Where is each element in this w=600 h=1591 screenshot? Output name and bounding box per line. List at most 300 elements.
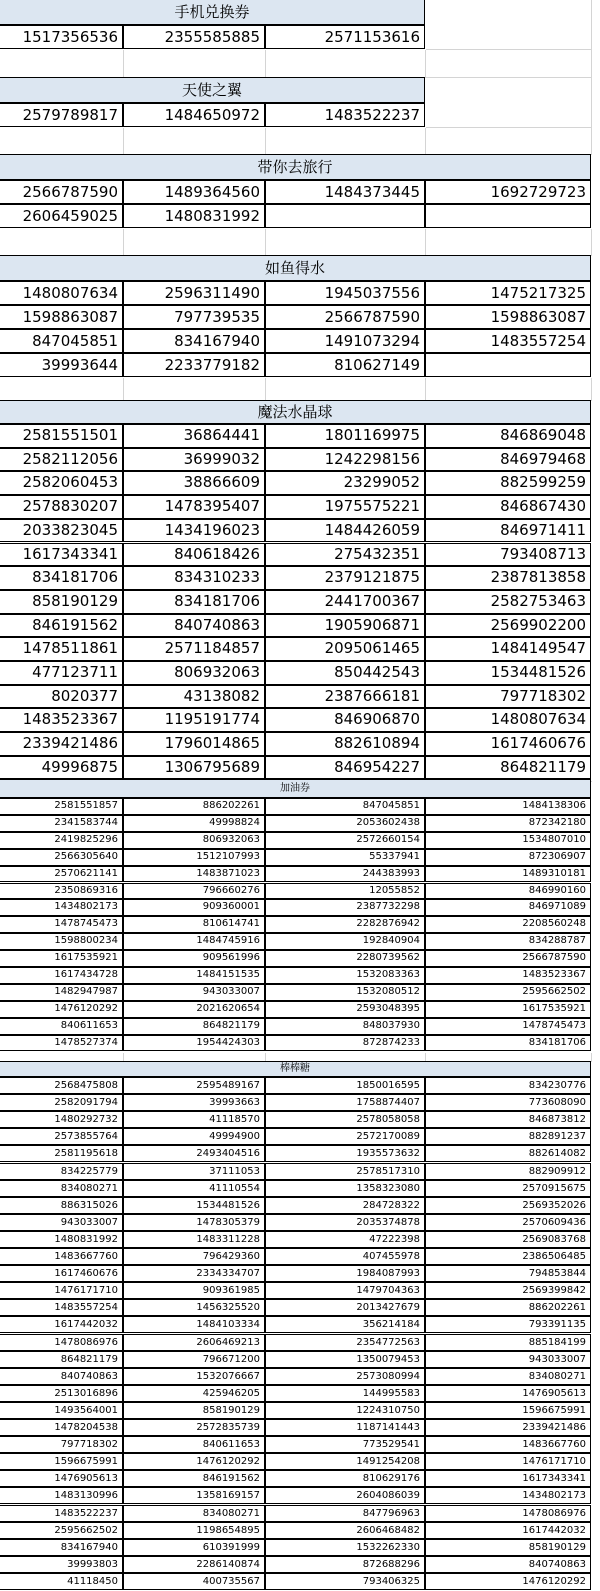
table-cell[interactable]: 1478745473 <box>425 1018 591 1035</box>
table-cell[interactable]: 1532262330 <box>265 1539 425 1556</box>
table-cell[interactable]: 2387666181 <box>265 685 425 709</box>
table-cell[interactable]: 2354772563 <box>265 1334 425 1351</box>
table-cell[interactable]: 1475217325 <box>425 281 591 305</box>
table-cell[interactable]: 1512107993 <box>123 849 265 866</box>
table-cell[interactable]: 885184199 <box>425 1334 591 1351</box>
table-cell[interactable]: 1491254208 <box>265 1453 425 1470</box>
table-cell[interactable]: 909561996 <box>123 950 265 967</box>
table-cell[interactable]: 846979468 <box>425 448 591 472</box>
table-cell[interactable]: 1483871023 <box>123 866 265 883</box>
table-cell[interactable]: 834181706 <box>0 566 123 590</box>
table-cell[interactable]: 793408713 <box>425 543 591 567</box>
empty-cell[interactable] <box>0 50 124 78</box>
table-cell[interactable]: 1483311228 <box>123 1231 265 1248</box>
table-cell[interactable]: 1476171710 <box>425 1453 591 1470</box>
table-cell[interactable]: 840618426 <box>123 543 265 567</box>
table-cell[interactable]: 846191562 <box>123 1470 265 1487</box>
table-cell[interactable]: 47222398 <box>265 1231 425 1248</box>
table-cell[interactable]: 834310233 <box>123 566 265 590</box>
table-cell[interactable]: 2606468482 <box>265 1522 425 1539</box>
table-cell[interactable]: 864821179 <box>0 1351 123 1368</box>
table-cell[interactable]: 36864441 <box>123 424 265 448</box>
empty-cell[interactable] <box>426 50 592 78</box>
table-cell[interactable]: 1480292732 <box>0 1111 123 1128</box>
table-cell[interactable]: 834167940 <box>123 329 265 353</box>
table-cell[interactable]: 41118570 <box>123 1111 265 1128</box>
table-cell[interactable]: 610391999 <box>123 1539 265 1556</box>
table-cell[interactable]: 1483667760 <box>425 1436 591 1453</box>
section-title[interactable]: 如鱼得水 <box>0 255 591 281</box>
table-cell[interactable]: 2350869316 <box>0 883 123 900</box>
table-cell[interactable]: 12055852 <box>265 883 425 900</box>
table-cell[interactable]: 2387813858 <box>425 566 591 590</box>
table-cell[interactable]: 864821179 <box>425 756 591 780</box>
empty-cell[interactable] <box>426 229 592 256</box>
table-cell[interactable]: 39993803 <box>0 1556 123 1573</box>
table-cell[interactable]: 2595662502 <box>425 984 591 1001</box>
table-cell[interactable]: 2339421486 <box>0 732 123 756</box>
table-cell[interactable]: 840740863 <box>123 614 265 638</box>
table-row <box>0 1369 600 1386</box>
table-cell[interactable]: 2568475808 <box>0 1077 123 1094</box>
table-cell[interactable]: 810629176 <box>265 1470 425 1487</box>
table-cell[interactable]: 882909912 <box>425 1163 591 1180</box>
table-cell[interactable]: 846869048 <box>425 424 591 448</box>
table-cell[interactable]: 2339421486 <box>425 1419 591 1436</box>
table-cell[interactable]: 1478511861 <box>0 637 123 661</box>
table-cell[interactable]: 2578517310 <box>265 1163 425 1180</box>
table-cell[interactable]: 2581551857 <box>0 798 123 815</box>
table-cell[interactable]: 1483667760 <box>0 1248 123 1265</box>
table-cell[interactable]: 2280739562 <box>265 950 425 967</box>
table-cell[interactable]: 2570609436 <box>425 1214 591 1231</box>
table-cell[interactable]: 834230776 <box>425 1077 591 1094</box>
table-cell[interactable]: 407455978 <box>265 1248 425 1265</box>
table-cell[interactable]: 144995583 <box>265 1385 425 1402</box>
table-cell[interactable]: 943033007 <box>123 984 265 1001</box>
table-cell[interactable]: 1532076667 <box>123 1368 265 1385</box>
table-cell[interactable]: 2566787590 <box>425 950 591 967</box>
table-cell[interactable]: 1476120292 <box>123 1453 265 1470</box>
table-cell[interactable]: 2569399842 <box>425 1282 591 1299</box>
table-cell[interactable]: 1478527374 <box>0 1035 123 1052</box>
table-cell[interactable]: 2582091794 <box>0 1094 123 1111</box>
table-cell[interactable]: 1534481526 <box>425 661 591 685</box>
table-cell[interactable]: 1489310181 <box>425 866 591 883</box>
table-cell[interactable]: 2334334707 <box>123 1265 265 1282</box>
empty-cell[interactable] <box>266 229 426 256</box>
table-cell[interactable]: 872306907 <box>425 849 591 866</box>
table-cell[interactable]: 55337941 <box>265 849 425 866</box>
table-cell[interactable]: 796671200 <box>123 1351 265 1368</box>
table-cell[interactable]: 2596311490 <box>123 281 265 305</box>
table-cell[interactable]: 864821179 <box>123 1018 265 1035</box>
table-cell[interactable]: 858190129 <box>425 1539 591 1556</box>
table-cell[interactable]: 834181706 <box>425 1035 591 1052</box>
table-cell[interactable]: 943033007 <box>0 1214 123 1231</box>
table-cell[interactable]: 1484745916 <box>123 933 265 950</box>
table-cell[interactable]: 797718302 <box>425 685 591 709</box>
table-cell[interactable]: 1617442032 <box>425 1522 591 1539</box>
table-cell[interactable]: 834225779 <box>0 1163 123 1180</box>
table-cell[interactable]: 2581195618 <box>0 1145 123 1162</box>
table-cell[interactable]: 1478395407 <box>123 495 265 519</box>
table-cell[interactable]: 1483130996 <box>0 1487 123 1504</box>
table-cell[interactable]: 1187141443 <box>265 1419 425 1436</box>
table-cell[interactable]: 37111053 <box>123 1163 265 1180</box>
table-cell[interactable]: 1596675991 <box>425 1402 591 1419</box>
table-cell[interactable]: 1596675991 <box>0 1453 123 1470</box>
table-cell[interactable]: 848037930 <box>265 1018 425 1035</box>
table-cell[interactable]: 41118450 <box>0 1573 123 1590</box>
section-title[interactable]: 棒棒糖 <box>0 1061 591 1077</box>
table-cell[interactable]: 1984087993 <box>265 1265 425 1282</box>
table-cell[interactable]: 2286140874 <box>123 1556 265 1573</box>
table-cell[interactable]: 846971089 <box>425 899 591 916</box>
table-cell[interactable]: 2593048395 <box>265 1001 425 1018</box>
table-cell[interactable]: 847796963 <box>265 1505 425 1522</box>
table-cell[interactable]: 810614741 <box>123 916 265 933</box>
table-cell[interactable]: 1434802173 <box>425 1487 591 1504</box>
table-cell[interactable]: 882610894 <box>265 732 425 756</box>
table-cell[interactable]: 2282876942 <box>265 916 425 933</box>
table-cell[interactable]: 1480807634 <box>0 281 123 305</box>
table-cell[interactable]: 810627149 <box>265 353 425 377</box>
table-cell[interactable]: 2604086039 <box>265 1487 425 1504</box>
table-cell[interactable]: 2387732298 <box>265 899 425 916</box>
table-cell[interactable]: 882614082 <box>425 1145 591 1162</box>
empty-cell[interactable] <box>0 229 124 256</box>
table-cell[interactable]: 1195191774 <box>123 708 265 732</box>
section-header-row <box>0 780 600 799</box>
table-cell[interactable]: 797718302 <box>0 1436 123 1453</box>
table-cell[interactable]: 773529541 <box>265 1436 425 1453</box>
table-cell[interactable]: 49994900 <box>123 1128 265 1145</box>
table-cell[interactable]: 846873812 <box>425 1111 591 1128</box>
table-cell[interactable] <box>425 204 591 228</box>
table-cell[interactable]: 1517356536 <box>0 25 123 49</box>
table-cell[interactable]: 1491073294 <box>265 329 425 353</box>
table-cell[interactable]: 2441700367 <box>265 590 425 614</box>
empty-cell[interactable] <box>124 128 266 155</box>
table-cell[interactable]: 1617460676 <box>425 732 591 756</box>
table-cell[interactable]: 1478745473 <box>0 916 123 933</box>
table-cell[interactable]: 1478086976 <box>0 1334 123 1351</box>
table-cell[interactable]: 275432351 <box>265 543 425 567</box>
table-cell[interactable]: 1224310750 <box>265 1402 425 1419</box>
table-cell[interactable]: 1975575221 <box>265 495 425 519</box>
table-cell[interactable]: 1484103334 <box>123 1316 265 1333</box>
table-cell[interactable]: 2095061465 <box>265 637 425 661</box>
table-cell[interactable]: 1358323080 <box>265 1180 425 1197</box>
table-cell[interactable]: 834181706 <box>123 590 265 614</box>
table-cell[interactable]: 2513016896 <box>0 1385 123 1402</box>
table-cell[interactable]: 1483557254 <box>0 1299 123 1316</box>
section-title[interactable]: 魔法水晶球 <box>0 400 591 424</box>
table-cell[interactable]: 886315026 <box>0 1197 123 1214</box>
table-cell[interactable]: 192840904 <box>265 933 425 950</box>
table-cell[interactable]: 2208560248 <box>425 916 591 933</box>
table-cell[interactable]: 49998824 <box>123 815 265 832</box>
table-cell[interactable]: 1483557254 <box>425 329 591 353</box>
table-cell[interactable]: 1478086976 <box>425 1505 591 1522</box>
empty-cell[interactable] <box>426 0 592 50</box>
table-cell[interactable]: 1598800234 <box>0 933 123 950</box>
table-cell[interactable]: 284728322 <box>265 1197 425 1214</box>
empty-cell[interactable] <box>266 50 426 78</box>
table-cell[interactable]: 425946205 <box>123 1385 265 1402</box>
table-cell[interactable]: 1617535921 <box>425 1001 591 1018</box>
table-cell[interactable]: 1935573632 <box>265 1145 425 1162</box>
table-cell[interactable]: 2595489167 <box>123 1077 265 1094</box>
table-cell[interactable]: 1483522237 <box>0 1505 123 1522</box>
table-cell[interactable]: 1484426059 <box>265 519 425 543</box>
table-cell[interactable]: 1532083363 <box>265 967 425 984</box>
table-cell[interactable]: 2341583744 <box>0 815 123 832</box>
table-cell[interactable]: 2572170089 <box>265 1128 425 1145</box>
table-cell[interactable]: 2571153616 <box>265 25 425 49</box>
table-cell[interactable]: 847045851 <box>265 798 425 815</box>
table-cell[interactable]: 1617460676 <box>0 1265 123 1282</box>
table-cell[interactable]: 1198654895 <box>123 1522 265 1539</box>
table-cell[interactable]: 1954424303 <box>123 1035 265 1052</box>
table-cell[interactable]: 1850016595 <box>265 1077 425 1094</box>
table-cell[interactable]: 2573080994 <box>265 1368 425 1385</box>
empty-cell[interactable] <box>266 378 426 401</box>
table-cell[interactable]: 39993663 <box>123 1094 265 1111</box>
table-cell[interactable]: 2581551501 <box>0 424 123 448</box>
table-cell[interactable]: 1480831992 <box>123 204 265 228</box>
section-title[interactable]: 带你去旅行 <box>0 154 591 180</box>
table-cell[interactable]: 886202261 <box>425 1299 591 1316</box>
empty-cell[interactable] <box>426 378 592 401</box>
table-cell[interactable]: 2386506485 <box>425 1248 591 1265</box>
table-cell[interactable]: 1532080512 <box>265 984 425 1001</box>
table-cell[interactable]: 2493404516 <box>123 1145 265 1162</box>
table-cell[interactable]: 1476905613 <box>425 1385 591 1402</box>
table-cell[interactable]: 41110554 <box>123 1180 265 1197</box>
table-cell[interactable]: 1478305379 <box>123 1214 265 1231</box>
table-cell[interactable]: 806932063 <box>123 832 265 849</box>
table-cell[interactable]: 2573855764 <box>0 1128 123 1145</box>
table-cell[interactable]: 1242298156 <box>265 448 425 472</box>
table-cell[interactable]: 909361985 <box>123 1282 265 1299</box>
table-cell[interactable]: 1945037556 <box>265 281 425 305</box>
table-cell[interactable]: 2595662502 <box>0 1522 123 1539</box>
table-cell[interactable]: 846954227 <box>265 756 425 780</box>
table-cell[interactable]: 1489364560 <box>123 180 265 204</box>
table-cell[interactable]: 2582060453 <box>0 471 123 495</box>
table-cell[interactable]: 1905906871 <box>265 614 425 638</box>
table-cell[interactable]: 1476120292 <box>425 1573 591 1590</box>
table-cell[interactable]: 1476905613 <box>0 1470 123 1487</box>
table-cell[interactable]: 1617343341 <box>0 543 123 567</box>
table-cell[interactable]: 1534807010 <box>425 832 591 849</box>
table-cell[interactable]: 834080271 <box>425 1368 591 1385</box>
table-cell[interactable]: 2582112056 <box>0 448 123 472</box>
table-cell[interactable]: 886202261 <box>123 798 265 815</box>
table-cell[interactable]: 2578058058 <box>265 1111 425 1128</box>
table-cell[interactable]: 796429360 <box>123 1248 265 1265</box>
table-cell[interactable]: 1598863087 <box>0 305 123 329</box>
table-cell[interactable]: 49996875 <box>0 756 123 780</box>
table-cell[interactable]: 850442543 <box>265 661 425 685</box>
table-cell[interactable]: 882599259 <box>425 471 591 495</box>
table-cell[interactable]: 1480807634 <box>425 708 591 732</box>
table-cell[interactable]: 1534481526 <box>123 1197 265 1214</box>
table-cell[interactable]: 872874233 <box>265 1035 425 1052</box>
table-cell[interactable]: 2606459025 <box>0 204 123 228</box>
table-cell[interactable]: 1483523367 <box>0 708 123 732</box>
section-title[interactable]: 天使之翼 <box>0 77 425 103</box>
empty-cell[interactable] <box>426 128 592 155</box>
table-cell[interactable]: 2572835739 <box>123 1419 265 1436</box>
table-cell[interactable] <box>425 353 591 377</box>
table-cell[interactable]: 2569083768 <box>425 1231 591 1248</box>
table-cell[interactable]: 2606469213 <box>123 1334 265 1351</box>
table-row <box>0 306 600 330</box>
table-cell[interactable]: 1480831992 <box>0 1231 123 1248</box>
table-cell[interactable]: 1484650972 <box>123 103 265 127</box>
table-cell[interactable]: 1617434728 <box>0 967 123 984</box>
empty-cell[interactable] <box>124 378 266 401</box>
table-cell[interactable]: 1434196023 <box>123 519 265 543</box>
table-cell[interactable]: 858190129 <box>0 590 123 614</box>
table-cell[interactable]: 1484149547 <box>425 637 591 661</box>
table-cell[interactable]: 2582753463 <box>425 590 591 614</box>
table-cell[interactable]: 1484138306 <box>425 798 591 815</box>
table-cell[interactable]: 1482947987 <box>0 984 123 1001</box>
table-row <box>0 591 600 615</box>
table-cell[interactable]: 1796014865 <box>123 732 265 756</box>
table-cell[interactable]: 847045851 <box>0 329 123 353</box>
table-cell[interactable]: 2569352026 <box>425 1197 591 1214</box>
table-cell[interactable]: 400735567 <box>123 1573 265 1590</box>
table-cell[interactable]: 840740863 <box>0 1368 123 1385</box>
table-cell[interactable]: 1478204538 <box>0 1419 123 1436</box>
table-cell[interactable]: 2566787590 <box>265 305 425 329</box>
section-title[interactable]: 手机兑换券 <box>0 0 425 25</box>
table-cell[interactable]: 1692729723 <box>425 180 591 204</box>
table-cell[interactable]: 794853844 <box>425 1265 591 1282</box>
table-cell[interactable]: 2033823045 <box>0 519 123 543</box>
empty-cell[interactable] <box>124 229 266 256</box>
table-cell[interactable]: 882891237 <box>425 1128 591 1145</box>
table-cell[interactable]: 2419825296 <box>0 832 123 849</box>
table-cell[interactable]: 793391135 <box>425 1316 591 1333</box>
table-cell[interactable]: 1493564001 <box>0 1402 123 1419</box>
table-cell[interactable]: 2566787590 <box>0 180 123 204</box>
table-cell[interactable]: 2355585885 <box>123 25 265 49</box>
empty-cell[interactable] <box>426 78 592 128</box>
table-cell[interactable]: 1617442032 <box>0 1316 123 1333</box>
table-cell[interactable]: 1617343341 <box>425 1470 591 1487</box>
table-cell[interactable]: 2569902200 <box>425 614 591 638</box>
empty-cell[interactable] <box>0 378 124 401</box>
table-cell[interactable]: 2053602438 <box>265 815 425 832</box>
table-cell[interactable]: 356214184 <box>265 1316 425 1333</box>
section-title[interactable]: 加油券 <box>0 779 591 798</box>
table-cell[interactable]: 2379121875 <box>265 566 425 590</box>
table-cell[interactable]: 840611653 <box>0 1018 123 1035</box>
table-cell[interactable]: 1484373445 <box>265 180 425 204</box>
table-cell[interactable]: 834288787 <box>425 933 591 950</box>
table-cell[interactable]: 773608090 <box>425 1094 591 1111</box>
table-cell[interactable]: 1434802173 <box>0 899 123 916</box>
table-cell[interactable]: 846906870 <box>265 708 425 732</box>
table-cell[interactable]: 2566305640 <box>0 849 123 866</box>
table-cell[interactable]: 1358169157 <box>123 1487 265 1504</box>
table-cell[interactable]: 1350079453 <box>265 1351 425 1368</box>
table-cell[interactable]: 872688296 <box>265 1556 425 1573</box>
table-cell[interactable]: 909360001 <box>123 899 265 916</box>
empty-cell[interactable] <box>0 128 124 155</box>
table-cell[interactable]: 244383993 <box>265 866 425 883</box>
table-cell[interactable]: 846971411 <box>425 519 591 543</box>
table-cell[interactable]: 2571184857 <box>123 637 265 661</box>
table-cell[interactable]: 834080271 <box>0 1180 123 1197</box>
table-cell[interactable]: 793406325 <box>265 1573 425 1590</box>
table-cell[interactable]: 1476171710 <box>0 1282 123 1299</box>
table-cell[interactable]: 43138082 <box>123 685 265 709</box>
table-cell[interactable]: 858190129 <box>123 1402 265 1419</box>
table-cell[interactable]: 2570915675 <box>425 1180 591 1197</box>
table-cell[interactable]: 1456325520 <box>123 1299 265 1316</box>
table-cell[interactable]: 1758874407 <box>265 1094 425 1111</box>
table-cell[interactable]: 1476120292 <box>0 1001 123 1018</box>
table-cell[interactable]: 1483523367 <box>425 967 591 984</box>
table-cell[interactable]: 2013427679 <box>265 1299 425 1316</box>
table-cell[interactable] <box>265 204 425 228</box>
table-cell[interactable]: 23299052 <box>265 471 425 495</box>
table-cell[interactable]: 1479704363 <box>265 1282 425 1299</box>
table-cell[interactable]: 2021620654 <box>123 1001 265 1018</box>
table-cell[interactable]: 36999032 <box>123 448 265 472</box>
table-cell[interactable]: 1598863087 <box>425 305 591 329</box>
table-cell[interactable]: 1484151535 <box>123 967 265 984</box>
table-cell[interactable]: 8020377 <box>0 685 123 709</box>
table-cell[interactable]: 2572660154 <box>265 832 425 849</box>
table-cell[interactable]: 477123711 <box>0 661 123 685</box>
table-cell[interactable]: 846990160 <box>425 883 591 900</box>
table-cell[interactable]: 846191562 <box>0 614 123 638</box>
table-row <box>0 1523 600 1540</box>
table-cell[interactable]: 806932063 <box>123 661 265 685</box>
table-cell[interactable]: 840611653 <box>123 1436 265 1453</box>
table-cell[interactable]: 797739535 <box>123 305 265 329</box>
table-cell[interactable]: 38866609 <box>123 471 265 495</box>
table-cell[interactable]: 834080271 <box>123 1505 265 1522</box>
table-cell[interactable]: 840740863 <box>425 1556 591 1573</box>
table-cell[interactable]: 2035374878 <box>265 1214 425 1231</box>
table-cell[interactable]: 1801169975 <box>265 424 425 448</box>
table-cell[interactable]: 2578830207 <box>0 495 123 519</box>
table-cell[interactable]: 943033007 <box>425 1351 591 1368</box>
empty-cell[interactable] <box>124 50 266 78</box>
table-cell[interactable]: 872342180 <box>425 815 591 832</box>
table-cell[interactable]: 796660276 <box>123 883 265 900</box>
table-cell[interactable]: 39993644 <box>0 353 123 377</box>
table-cell[interactable]: 2579789817 <box>0 103 123 127</box>
empty-cell[interactable] <box>266 128 426 155</box>
table-cell[interactable]: 1306795689 <box>123 756 265 780</box>
table-cell[interactable]: 1617535921 <box>0 950 123 967</box>
table-cell[interactable]: 2233779182 <box>123 353 265 377</box>
table-cell[interactable]: 834167940 <box>0 1539 123 1556</box>
table-cell[interactable]: 2570621141 <box>0 866 123 883</box>
table-cell[interactable]: 846867430 <box>425 495 591 519</box>
table-cell[interactable]: 1483522237 <box>265 103 425 127</box>
